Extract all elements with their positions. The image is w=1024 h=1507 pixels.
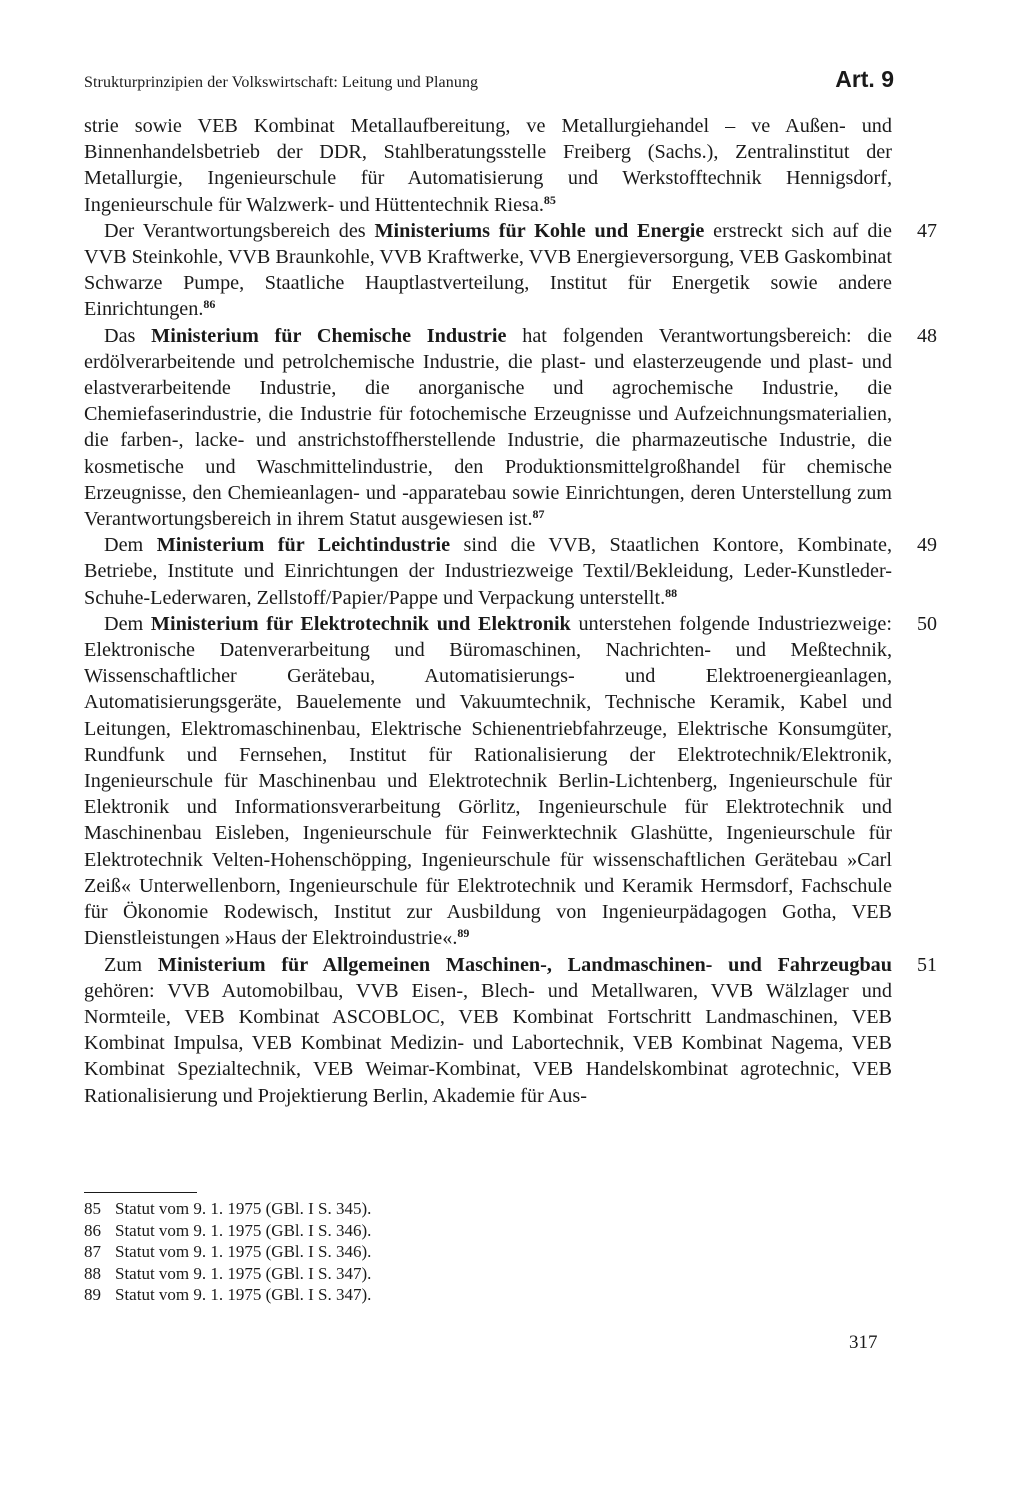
paragraph-text xyxy=(84,113,892,218)
paragraph-text-post: gehören: VVB Automobilbau, VVB Eisen-, Blech- und Metallwaren, VVB Wälzlager und Normteile, VEB Kombinat ASCOBLOC, VEB Kombinat Fortschritt Landmaschinen, VEB Kombinat Impulsa, VEB Kombinat Medizin- und Labortechnik, VEB Kombinat Nagema, VEB Kombinat Spezialtechnik, VEB Weimar-Kombinat, VEB Handelskombinat agrotechnic, VEB Rationalisierung und Projektierung Berlin, Akademie für Aus- xyxy=(84,979,892,1107)
paragraph xyxy=(84,113,892,218)
margin-number: 51 xyxy=(917,953,937,976)
footnote-text: Statut vom 9. 1. 1975 (GBl. I S. 345). xyxy=(115,1199,372,1218)
footnote-text: Statut vom 9. 1. 1975 (GBl. I S. 347). xyxy=(115,1285,372,1305)
footnote-ref[interactable]: 87 xyxy=(532,507,545,522)
paragraph-text xyxy=(84,952,892,1109)
footnote xyxy=(84,1220,684,1242)
paragraph-text xyxy=(84,323,892,533)
article-label: Art. 9 xyxy=(835,66,894,92)
page-number: 317 xyxy=(849,1332,878,1353)
footnote-number: 89 xyxy=(84,1285,101,1305)
footnote-ref[interactable]: 86 xyxy=(203,297,216,312)
footnote xyxy=(84,1241,684,1263)
footnote-ref[interactable]: 89 xyxy=(457,926,470,941)
footnote-divider xyxy=(84,1192,197,1193)
margin-number: 47 xyxy=(917,219,937,242)
footnote-text: Statut vom 9. 1. 1975 (GBl. I S. 346). xyxy=(115,1242,372,1262)
footnote-number: 85 xyxy=(84,1199,101,1218)
paragraph xyxy=(84,952,937,1109)
paragraph xyxy=(84,218,937,323)
footnote-ref[interactable]: 88 xyxy=(665,585,678,600)
page-header xyxy=(84,66,894,100)
body-text xyxy=(84,113,937,1109)
paragraph-text-pre: Der Verantwortungsbereich des xyxy=(104,219,375,242)
margin-number: 49 xyxy=(917,534,937,557)
paragraph xyxy=(84,323,937,533)
paragraph xyxy=(84,532,937,611)
margin-number: 50 xyxy=(917,612,937,635)
paragraph-keyword: Ministerium für Allgemeinen Maschinen-, Landmaschinen- und Fahrzeugbau xyxy=(157,953,892,976)
running-head: Strukturprinzipien der Volkswirtschaft: Leitung und Planung xyxy=(84,74,479,91)
paragraph-text-post: hat folgenden Verantwortungsbereich: die erdölverarbeitende und petrolchemische Industrie, die plast- und elasterzeugende und plast- und elastverarbeitende Industrie, die anorganische und agrochemische Industrie, die Chemiefaserindustrie, die Industrie für fotochemische Erzeugnisse und Aufzeichnungsmaterialien, die farben-, lacke- und anstrichstoffherstellende Industrie, die pharmazeutische Industrie, die kosmetische und Waschmittelindustrie, den Produktionsmittelgroßhandel für chemische Erzeugnisse, den Chemieanlagen- und -apparatebau sowie Einrichtungen, deren Unterstellung zum Verantwortungsbereich in ihrem Statut ausgewiesen ist. xyxy=(84,324,892,531)
paragraph-text-pre: strie sowie VEB Kombinat Metallaufbereitung, ve Metallurgiehandel – ve Außen- und Binnenhandelsbetrieb der DDR, Stahlberatungsstelle Freiberg (Sachs.), Zentralinstitut der Metallurgie, Ingenieurschule für Automatisierung und Werkstofftechnik Hennigsdorf, Ingenieurschule für Walzwerk- und Hüttentechnik Riesa. xyxy=(84,115,892,216)
footnote xyxy=(84,1198,684,1220)
paragraph-text xyxy=(84,611,892,952)
paragraph-text xyxy=(84,532,892,611)
footnote-text: Statut vom 9. 1. 1975 (GBl. I S. 347). xyxy=(115,1263,372,1283)
footnote xyxy=(84,1263,684,1285)
paragraph-text-pre: Das xyxy=(104,324,152,347)
paragraph xyxy=(84,611,937,952)
paragraph-keyword: Ministerium für Chemische Industrie xyxy=(151,324,507,347)
footnote-number: 87 xyxy=(84,1242,101,1262)
footnote-number: 88 xyxy=(84,1263,101,1283)
margin-number: 48 xyxy=(917,324,937,347)
paragraph-keyword: Ministeriums für Kohle und Energie xyxy=(374,219,705,242)
paragraph-text-post: erstreckt sich auf die VVB Steinkohle, VVB Braunkohle, VVB Kraftwerke, VVB Energieversorgung, VEB Gaskombinat Schwarze Pumpe, Staatliche Hauptlastverteilung, Institut für Energetik sowie andere Einrichtungen. xyxy=(84,219,892,321)
footnotes xyxy=(84,1198,684,1306)
paragraph-text-pre: Zum xyxy=(104,953,158,976)
footnote-text: Statut vom 9. 1. 1975 (GBl. I S. 346). xyxy=(115,1220,372,1240)
paragraph-text-pre: Dem xyxy=(104,612,151,635)
paragraph-text-post: sind die VVB, Staatlichen Kontore, Kombinate, Betriebe, Institute und Einrichtungen der Industriezweige Textil/Bekleidung, Leder-Kunstleder-Schuhe-Lederwaren, Zellstoff/Papier/Pappe und Verpackung unterstellt. xyxy=(84,534,892,609)
paragraph-text-post: unterstehen folgende Industriezweige: Elektronische Datenverarbeitung und Büromaschinen, Nachrichten- und Meßtechnik, Wissenschaftlicher Gerätebau, Automatisierungs- und Elektroenergieanlagen, Automatisierungsgeräte, Bauelemente und Vakuumtechnik, Technische Keramik, Kabel und Leitungen, Elektromaschinenbau, Elektrische Schienentriebfahrzeuge, Elektrische Konsumgüter, Rundfunk und Fernsehen, Institut für Rationalisierung der Elektrotechnik/Elektronik, Ingenieurschule für Maschinenbau und Elektrotechnik Berlin-Lichtenberg, Ingenieurschule für Elektronik und Informationsverarbeitung Görlitz, Ingenieurschule für Elektrotechnik und Maschinenbau Eisleben, Ingenieurschule für Feinwerktechnik Glashütte, Ingenieurschule für Elektrotechnik Velten-Hohenschöpping, Ingenieurschule für wissenschaftlichen Gerätebau »Carl Zeiß« Unterwellenborn, Ingenieurschule für Elektrotechnik und Keramik Hermsdorf, Fachschule für Ökonomie Rodewisch, Institut zur Ausbildung von Ingenieurpädagogen Gotha, VEB Dienstleistungen »Haus der Elektroindustrie«. xyxy=(84,612,892,950)
paragraph-keyword: Ministerium für Elektrotechnik und Elektronik xyxy=(150,612,571,635)
footnote-ref[interactable]: 85 xyxy=(543,192,556,207)
paragraph-keyword: Ministerium für Leichtindustrie xyxy=(156,534,451,557)
footnote xyxy=(84,1284,684,1306)
paragraph-text-pre: Dem xyxy=(104,534,157,557)
footnote-number: 86 xyxy=(84,1220,101,1240)
paragraph-text xyxy=(84,218,892,323)
